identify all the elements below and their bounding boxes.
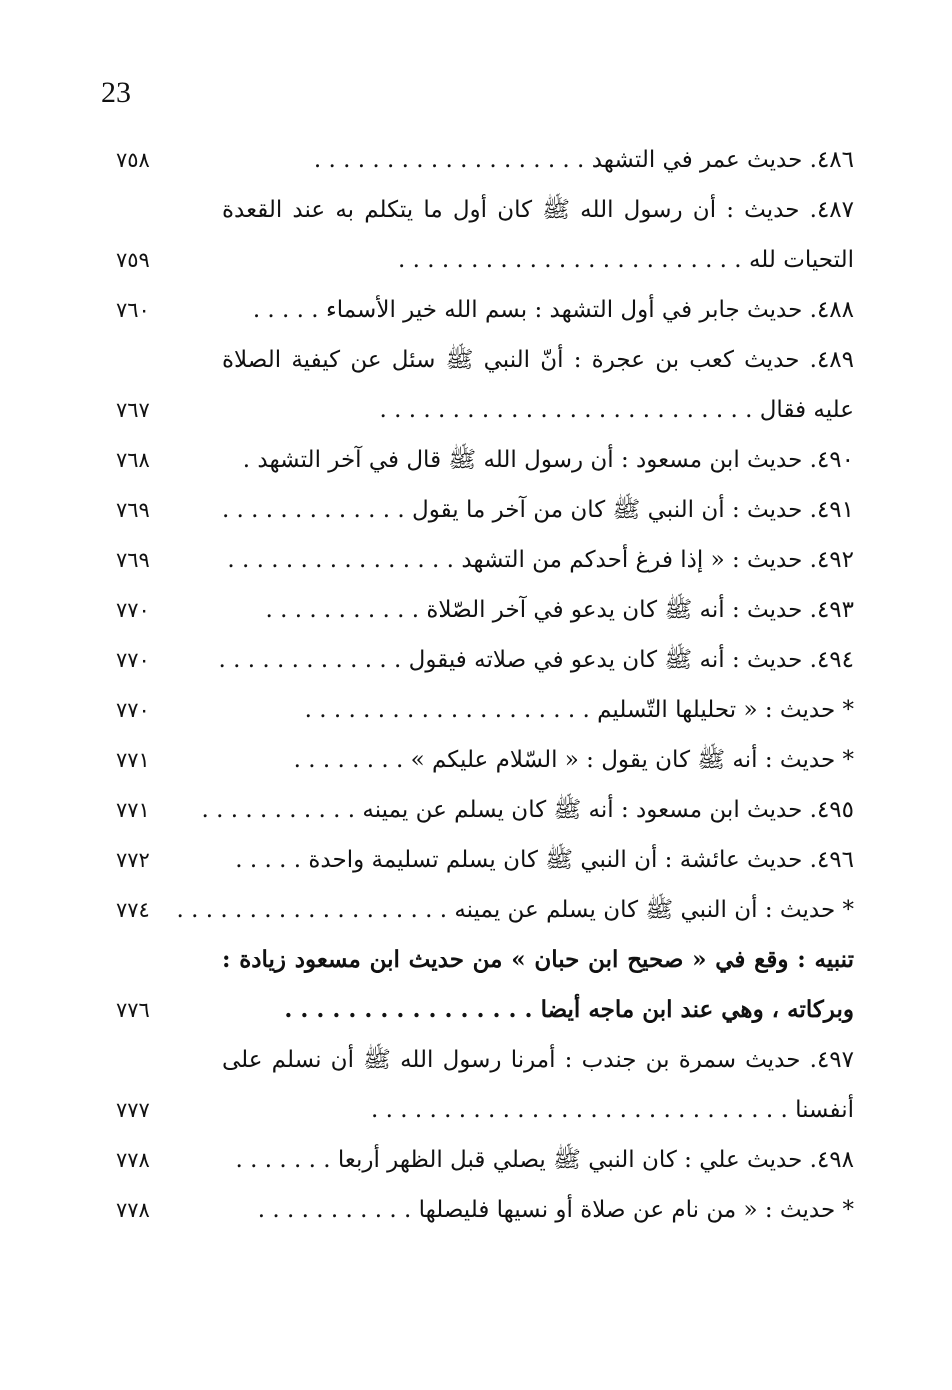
toc-entry-title: عليه فقال [759,397,854,423]
toc-leader-dots: . . . . . . . . . . . [201,797,356,823]
toc-entry [0,936,952,986]
toc-entry-title-line [201,792,854,828]
toc-leader-dots: . . . . . . . . . . . . . . . . . . . [313,147,585,173]
toc-entry-title-line [222,1142,854,1178]
toc-entry-title-line [222,942,854,978]
toc-entry-title-line [222,842,854,878]
toc-page-number: ٧٦٩ [116,548,150,572]
toc-page-number: ٧٧٠ [116,648,150,672]
toc-entry-title: وبركاته ، وهي عند ابن ماجه أيضا [540,996,854,1023]
toc-entry [0,586,952,636]
toc-entry-title-line [222,442,854,478]
toc-page-number: ٧٥٩ [116,248,150,272]
toc-entry-title: ٤٩١. حديث : أن النبي ﷺ كان من آخر ما يقول [412,497,854,523]
toc-entry-title: ٤٩٠. حديث ابن مسعود : أن رسول الله ﷺ قال في آخر التشهد [257,447,854,473]
toc-entry-title-line [222,742,854,778]
toc-entry-title-line [218,642,854,678]
toc-entry-title: ٤٨٦. حديث عمر في التشهد [591,147,854,173]
toc-entry-title-line [222,1092,854,1128]
toc-entry [0,1086,952,1136]
toc-entry [0,186,952,236]
toc-entry-title: ٤٨٧. حديث : أن رسول الله ﷺ كان أول ما يتكلم به عند القعدة [222,197,854,223]
toc-entry-title-line [222,392,854,428]
toc-entry [0,286,952,336]
toc-leader-dots: . . . . . . . . . . . . . . . . . . . [176,897,448,923]
toc-entry [0,736,952,786]
toc-page-number: ٧٦٧ [116,398,150,422]
toc-leader-dots: . . . . . . . . . . . . . . . . . . . . . . . . . . . . . [371,1097,788,1123]
toc-entry [0,336,952,386]
toc-entry-title-line [222,142,854,178]
toc-entry [0,836,952,886]
toc-page-number: ٧٧٨ [116,1198,150,1222]
toc-page-number: ٧٧٤ [116,898,150,922]
toc-entry-title: * حديث : أنه ﷺ كان يقول : « السّلام عليكم » [410,747,854,773]
toc-entry [0,486,952,536]
toc-entry-title-line [222,592,854,628]
toc-entry-title: ٤٩٥. حديث ابن مسعود : أنه ﷺ كان يسلم عن يمينه [362,797,854,823]
toc-entry [0,436,952,486]
toc-leader-dots: . . . . . . . . . . . [257,1197,412,1223]
toc-entry-title: ٤٩٢. حديث : « إذا فرغ أحدكم من التشهد [461,547,854,573]
toc-leader-dots: . . . . . . . . . . . . . . . . . . . . [304,697,590,723]
toc-entry-title: ٤٩٤. حديث : أنه ﷺ كان يدعو في صلاته فيقول [408,647,854,673]
toc-entry-title-line [222,292,854,328]
toc-leader-dots: . . . . . . . . . . . [265,597,420,623]
toc-entry-title: ٤٩٦. حديث عائشة : أن النبي ﷺ كان يسلم تسليمة واحدة [308,847,854,873]
toc-entry [0,636,952,686]
toc-entry [0,786,952,836]
toc-entry-title-line [222,342,854,378]
toc-entry [0,236,952,286]
toc-page-number: ٧٧١ [116,748,150,772]
toc-entry-title: ٤٨٩. حديث كعب بن عجرة : أنّ النبي ﷺ سئل عن كيفية الصلاة [222,347,854,373]
toc-leader-dots: . . . . . . . . . . . . . . . . [284,996,533,1023]
toc-page-number: ٧٦٨ [116,448,150,472]
toc-leader-dots: . [242,447,251,473]
toc-page-number: ٧٧٧ [116,1098,150,1122]
toc-page-number: ٧٧٠ [116,598,150,622]
toc-leader-dots: . . . . . . . [235,1147,331,1173]
toc-entry-title-line [176,892,854,928]
toc-page-number: ٧٦٩ [116,498,150,522]
toc-leader-dots: . . . . . . . . . . . . . . . . . . . . . . . . . . [379,397,753,423]
toc-leader-dots: . . . . . [235,847,302,873]
toc-entry-title: * حديث : « تحليلها التّسليم [597,697,854,723]
toc-entry-title-line [222,692,854,728]
page-number: 23 [101,76,131,109]
toc-entry-title: ٤٨٨. حديث جابر في أول التشهد : بسم الله خير الأسماء [325,297,854,323]
toc-page-number: ٧٥٨ [116,148,150,172]
table-of-contents [0,136,952,1236]
toc-leader-dots: . . . . . . . . [293,747,404,773]
toc-entry-title: * حديث : « من نام عن صلاة أو نسيها فليصلها [418,1197,854,1223]
toc-page-number: ٧٧١ [116,798,150,822]
toc-entry-title: أنفسنا [795,1097,854,1123]
toc-entry-title: تنبيه : وقع في « صحيح ابن حبان » من حديث ابن مسعود زيادة : [222,946,854,973]
toc-entry [0,536,952,586]
toc-entry [0,136,952,186]
toc-entry-title: * حديث : أن النبي ﷺ كان يسلم عن يمينه [454,897,854,923]
toc-leader-dots: . . . . . . . . . . . . . . . . . . . . . . . . [398,247,742,273]
toc-entry [0,986,952,1036]
toc-entry [0,1186,952,1236]
toc-leader-dots: . . . . . [252,297,319,323]
toc-page-number: ٧٧٢ [116,848,150,872]
toc-entry-title-line [222,992,854,1028]
toc-entry [0,1036,952,1086]
toc-entry-title-line [222,1192,854,1228]
toc-entry-title-line [222,192,854,228]
toc-page-number: ٧٧٨ [116,1148,150,1172]
toc-entry [0,386,952,436]
toc-leader-dots: . . . . . . . . . . . . . . . . [227,547,454,573]
toc-entry [0,1136,952,1186]
toc-entry-title-line [222,542,854,578]
toc-entry-title: ٤٩٣. حديث : أنه ﷺ كان يدعو في آخر الصّلاة [426,597,854,623]
toc-page-number: ٧٦٠ [116,298,150,322]
toc-leader-dots: . . . . . . . . . . . . . [218,647,402,673]
toc-entry-title: ٤٩٧. حديث سمرة بن جندب : أمرنا رسول الله ﷺ أن نسلم على [222,1047,854,1073]
toc-leader-dots: . . . . . . . . . . . . . [221,497,405,523]
toc-entry [0,886,952,936]
toc-entry-title-line [222,242,854,278]
toc-entry-title-line [222,1042,854,1078]
toc-entry-title-line [222,492,854,528]
toc-page-number: ٧٧٦ [116,998,150,1022]
toc-entry-title: ٤٩٨. حديث علي : كان النبي ﷺ يصلي قبل الظهر أربعا [337,1147,854,1173]
toc-entry-title: التحيات لله [748,247,854,273]
toc-entry [0,686,952,736]
toc-page-number: ٧٧٠ [116,698,150,722]
